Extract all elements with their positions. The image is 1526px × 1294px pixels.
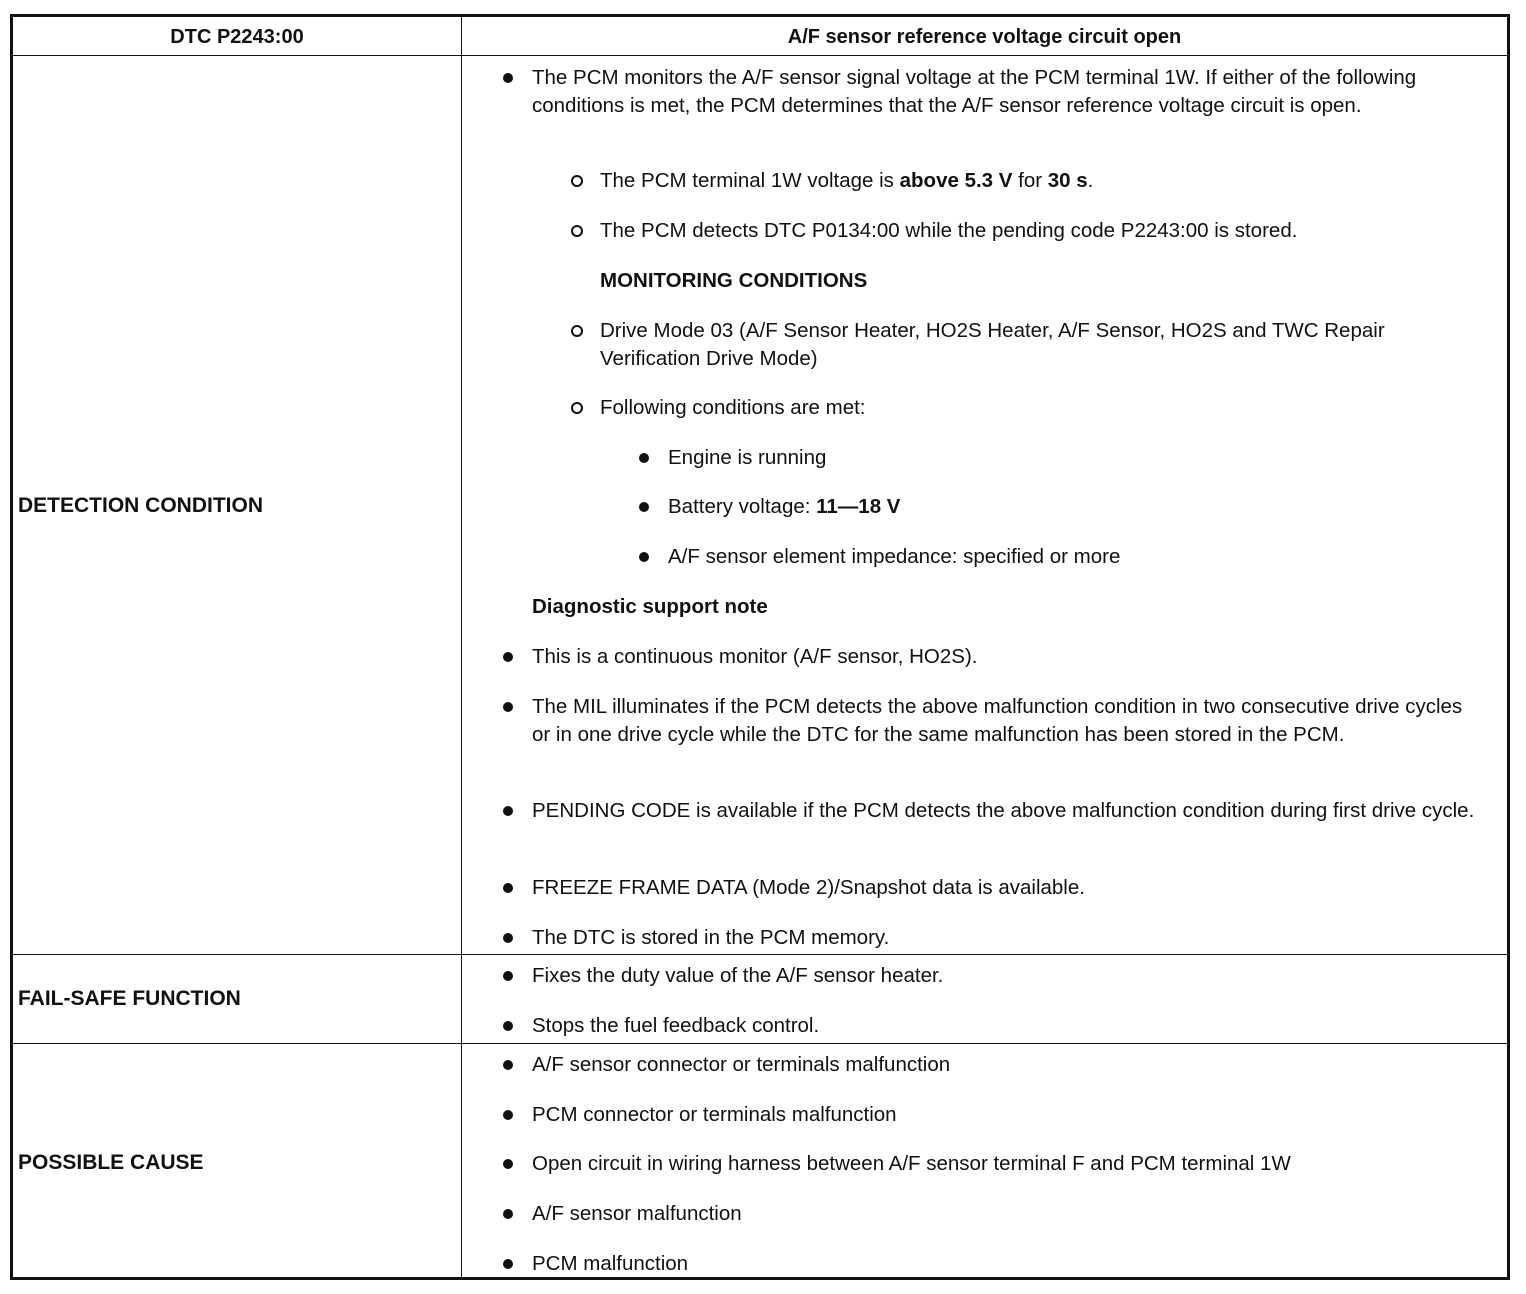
diagnostic-note-title: Diagnostic support note <box>532 595 768 618</box>
note-item: This is a continuous monitor (A/F sensor, HO2S). <box>532 643 1482 671</box>
row-divider-header <box>13 55 1507 56</box>
possible-cause-item: Open circuit in wiring harness between A/F sensor terminal F and PCM terminal 1W <box>532 1150 1482 1178</box>
dtc-table <box>10 14 1510 1280</box>
possible-cause-label: POSSIBLE CAUSE <box>18 1151 204 1174</box>
column-divider <box>461 17 462 1277</box>
note-item: The MIL illuminates if the PCM detects the above malfunction condition in two consecutive drive cycles or in one drive cycle while the DTC for the same malfunction has been stored in the PCM. <box>532 693 1482 748</box>
fail-safe-label: FAIL-SAFE FUNCTION <box>18 987 241 1010</box>
row-divider-failsafe <box>13 1043 1507 1044</box>
sub-condition-impedance: A/F sensor element impedance: specified or more <box>668 543 1120 571</box>
monitoring-following-conditions: Following conditions are met: <box>600 394 1420 422</box>
monitoring-conditions-title: MONITORING CONDITIONS <box>600 269 868 292</box>
row-divider-detection <box>13 954 1507 955</box>
note-item: FREEZE FRAME DATA (Mode 2)/Snapshot data is available. <box>532 874 1482 902</box>
possible-cause-item: A/F sensor malfunction <box>532 1200 1482 1228</box>
detection-condition-label: DETECTION CONDITION <box>18 494 263 517</box>
monitoring-drive-mode: Drive Mode 03 (A/F Sensor Heater, HO2S Heater, A/F Sensor, HO2S and TWC Repair Verification Drive Mode) <box>600 317 1420 372</box>
possible-cause-item: A/F sensor connector or terminals malfunction <box>532 1051 1482 1079</box>
fail-safe-item: Stops the fuel feedback control. <box>532 1012 1482 1040</box>
dtc-title-header: A/F sensor reference voltage circuit open <box>787 26 1182 48</box>
note-item: The DTC is stored in the PCM memory. <box>532 924 1482 952</box>
condition-voltage: The PCM terminal 1W voltage is above 5.3 V for 30 s. <box>600 167 1480 195</box>
detection-intro: The PCM monitors the A/F sensor signal voltage at the PCM terminal 1W. If either of the following conditions is met, the PCM determines that the A/F sensor reference voltage circuit is open. <box>532 64 1492 119</box>
condition-pending-code: The PCM detects DTC P0134:00 while the pending code P2243:00 is stored. <box>600 217 1480 245</box>
possible-cause-item: PCM connector or terminals malfunction <box>532 1101 1482 1129</box>
note-item: PENDING CODE is available if the PCM detects the above malfunction condition during first drive cycle. <box>532 797 1482 825</box>
sub-condition-battery: Battery voltage: 11—18 V <box>668 493 900 521</box>
dtc-code-header: DTC P2243:00 <box>170 26 304 48</box>
possible-cause-item: PCM malfunction <box>532 1250 1482 1278</box>
sub-condition-engine: Engine is running <box>668 444 826 472</box>
fail-safe-item: Fixes the duty value of the A/F sensor heater. <box>532 962 1482 990</box>
